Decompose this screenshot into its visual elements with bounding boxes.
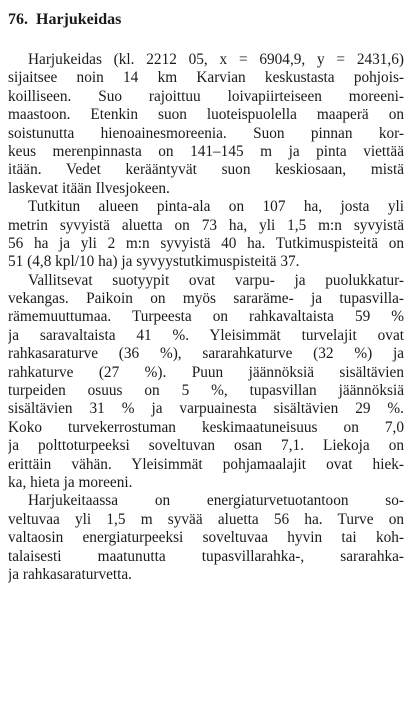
text-line: laskevat itään Ilvesjokeen. xyxy=(8,179,170,197)
paragraph-4 xyxy=(8,492,404,584)
text-line: turpeiden osuus on 5 %, tupasvillan jäännöksiä xyxy=(8,382,404,400)
text-line: sisältävien 31 % ja varpuainesta sisältävien 29 %. xyxy=(8,400,404,418)
text-line: Koko turvekerrostuman keskimaatuneisuus on 7,0 xyxy=(8,418,404,436)
text-line: ja saravaltaista 41 %. Yleisimmät turvelajit ovat xyxy=(8,326,404,344)
text-line: rämemuuttumaa. Turpeesta on rahkavaltaista 59 % xyxy=(8,308,404,326)
section-heading xyxy=(8,10,404,30)
section-number: 76. xyxy=(8,11,28,28)
text-line: ka, hieta ja moreeni. xyxy=(8,473,133,491)
text-line: rahkaturve (27 %). Puun jäännöksiä sisältävien xyxy=(8,363,404,381)
text-line: itään. Vedet kerääntyvät suon keskiosaan, mistä xyxy=(8,161,404,179)
text-line: Vallitsevat suotyypit ovat varpu- ja puolukkatur- xyxy=(28,271,404,289)
paragraph-3 xyxy=(8,272,404,493)
text-line: erittäin vähän. Yleisimmät pohjamaalajit ovat hiek- xyxy=(8,455,404,473)
text-line: ja polttoturpeeksi soveltuvan osan 7,1. Liekoja on xyxy=(8,437,404,455)
text-line: sijaitsee noin 14 km Karvian keskustasta pohjois- xyxy=(8,69,404,87)
section-body xyxy=(8,51,404,584)
text-line: Harjukeitaassa on energiaturvetuotantoon so- xyxy=(28,492,404,510)
text-line: talaisesti maatunutta tupasvillarahka-, sararahka- xyxy=(8,547,404,565)
text-line: ja rahkasaraturvetta. xyxy=(8,565,133,583)
paragraph-2 xyxy=(8,198,404,272)
text-line: Harjukeidas (kl. 2212 05, x = 6904,9, y = 2431,6) xyxy=(28,51,404,68)
text-line: 51 (4,8 kpl/10 ha) ja syvyystutkimuspisteitä 37. xyxy=(8,253,300,271)
text-line: maastoon. Etenkin suon luoteispuolella maaperä on xyxy=(8,106,404,124)
text-line: Tutkitun alueen pinta-ala on 107 ha, josta yli xyxy=(28,198,404,216)
text-line: keus merenpinnasta on 141–145 m ja pinta viettää xyxy=(8,142,404,160)
text-line: 56 ha ja yli 2 m:n syvyistä 40 ha. Tutkimuspisteitä on xyxy=(8,234,404,252)
text-line: metrin syvyistä aluetta on 73 ha, yli 1,5 m:n syvyistä xyxy=(8,216,404,234)
text-line: koilliseen. Suo rajoittuu loivapiirteiseen moreeni- xyxy=(8,87,404,105)
text-line: valtaosin energiaturpeeksi soveltuvaa hyvin tai koh- xyxy=(8,529,404,547)
text-line: soistunutta hienoainesmoreenia. Suon pinnan kor- xyxy=(8,124,404,142)
paragraph-1 xyxy=(8,51,404,198)
text-line: veltuvaa yli 1,5 m syvää aluetta 56 ha. Turve on xyxy=(8,510,404,528)
text-line: vekangas. Paikoin on myös sararäme- ja tupasvilla- xyxy=(8,290,404,308)
text-line: rahkasaraturve (36 %), sararahkaturve (32 %) ja xyxy=(8,345,404,363)
section-title: Harjukeidas xyxy=(36,11,122,28)
